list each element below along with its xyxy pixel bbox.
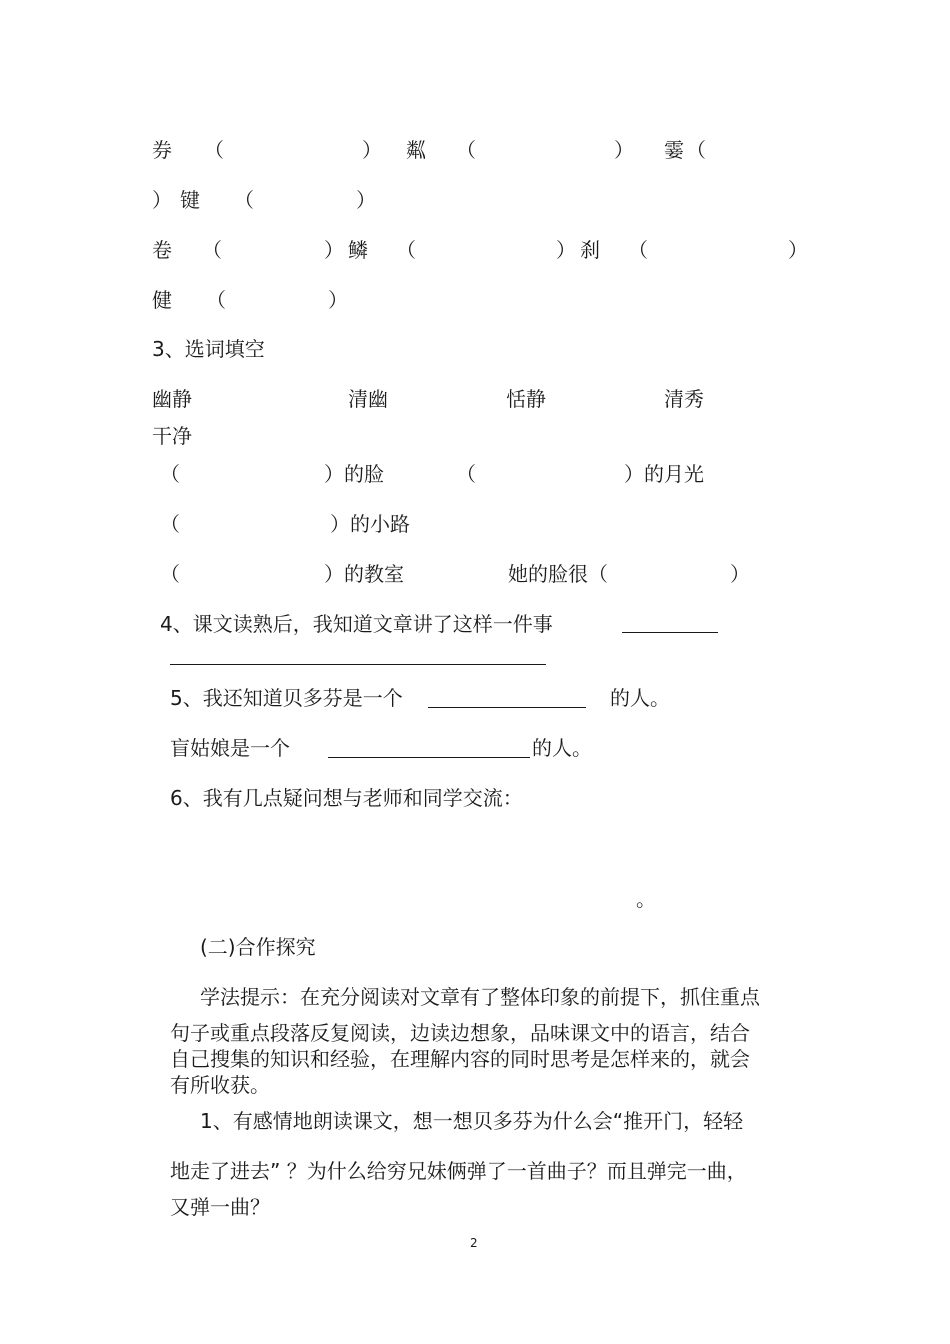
question-line: 地走了进去” ？为什么给穷兄妹俩弹了一首曲子？而且弹完一曲， — [170, 1159, 747, 1183]
study-tip-line: 自己搜集的知识和经验，在理解内容的同时思考是怎样来的，就会 — [170, 1047, 750, 1071]
q4-text: 4、课文读熟后，我知道文章讲了这样一件事 — [160, 612, 553, 636]
study-tip-line: 句子或重点段落反复阅读，边读边想象，品味课文中的语言，结合 — [170, 1021, 750, 1045]
study-tip-line: 学法提示：在充分阅读对文章有了整体印象的前提下，抓住重点 — [200, 985, 760, 1009]
word-option: 恬静 — [506, 387, 546, 411]
paren-close: ） — [362, 138, 382, 162]
section-heading: (二)合作探究 — [200, 935, 316, 959]
paren-close: ） — [328, 288, 348, 312]
paren-open: （ — [686, 138, 706, 162]
answer-line — [328, 757, 530, 758]
char-quan: 券 — [152, 138, 172, 162]
paren-open: （ — [206, 288, 226, 312]
q5-text: 5、我还知道贝多芬是一个 — [170, 686, 403, 710]
blank-open: （ — [160, 462, 180, 486]
paren-close: ） — [152, 188, 172, 212]
page-number: 2 — [470, 1236, 478, 1250]
blank-face: ）的脸 — [324, 462, 384, 486]
paren-open: （ — [628, 238, 648, 262]
study-tip-line: 有所收获。 — [170, 1073, 270, 1097]
paren-close: ） — [324, 238, 344, 262]
q6-text: 6、我有几点疑问想与老师和同学交流： — [170, 786, 523, 810]
char-jian-2: 健 — [152, 288, 172, 312]
q6-end-mark: 。 — [636, 887, 656, 911]
char-juan: 卷 — [152, 238, 172, 262]
blank-moonlight: ）的月光 — [624, 462, 704, 486]
paren-close: ） — [614, 138, 634, 162]
char-lin-2: 鳞 — [348, 238, 368, 262]
paren-open: （ — [234, 188, 254, 212]
char-jian-1: 键 — [180, 188, 200, 212]
word-option: 清幽 — [348, 387, 388, 411]
blank-her-face: 她的脸很（ — [508, 562, 608, 586]
q3-heading: 3、选词填空 — [152, 337, 265, 361]
word-option: 幽静 — [152, 387, 192, 411]
answer-line — [170, 664, 546, 665]
paren-close: ） — [730, 562, 750, 586]
paren-open: （ — [396, 238, 416, 262]
blank-open: （ — [160, 562, 180, 586]
q5-line2-suffix: 的人。 — [532, 736, 592, 760]
blank-open: （ — [456, 462, 476, 486]
paren-open: （ — [456, 138, 476, 162]
paren-close: ） — [356, 188, 376, 212]
paren-close: ） — [556, 238, 576, 262]
blank-path: ）的小路 — [330, 512, 410, 536]
paren-open: （ — [202, 238, 222, 262]
blank-open: （ — [160, 512, 180, 536]
blank-classroom: ）的教室 — [324, 562, 404, 586]
q5-line2-prefix: 盲姑娘是一个 — [170, 736, 290, 760]
paren-open: （ — [204, 138, 224, 162]
paren-close: ） — [788, 238, 808, 262]
q5-suffix: 的人。 — [610, 686, 670, 710]
char-lin-1: 粼 — [406, 138, 426, 162]
question-line: 又弹一曲？ — [170, 1195, 270, 1219]
word-option: 干净 — [152, 424, 192, 448]
answer-line — [428, 707, 586, 708]
answer-line — [622, 632, 718, 633]
char-sha-1: 霎 — [664, 138, 684, 162]
question-line: 1、有感情地朗读课文，想一想贝多芬为什么会“推开门，轻轻 — [200, 1109, 744, 1133]
char-sha-2: 刹 — [580, 238, 600, 262]
word-option: 清秀 — [664, 387, 704, 411]
